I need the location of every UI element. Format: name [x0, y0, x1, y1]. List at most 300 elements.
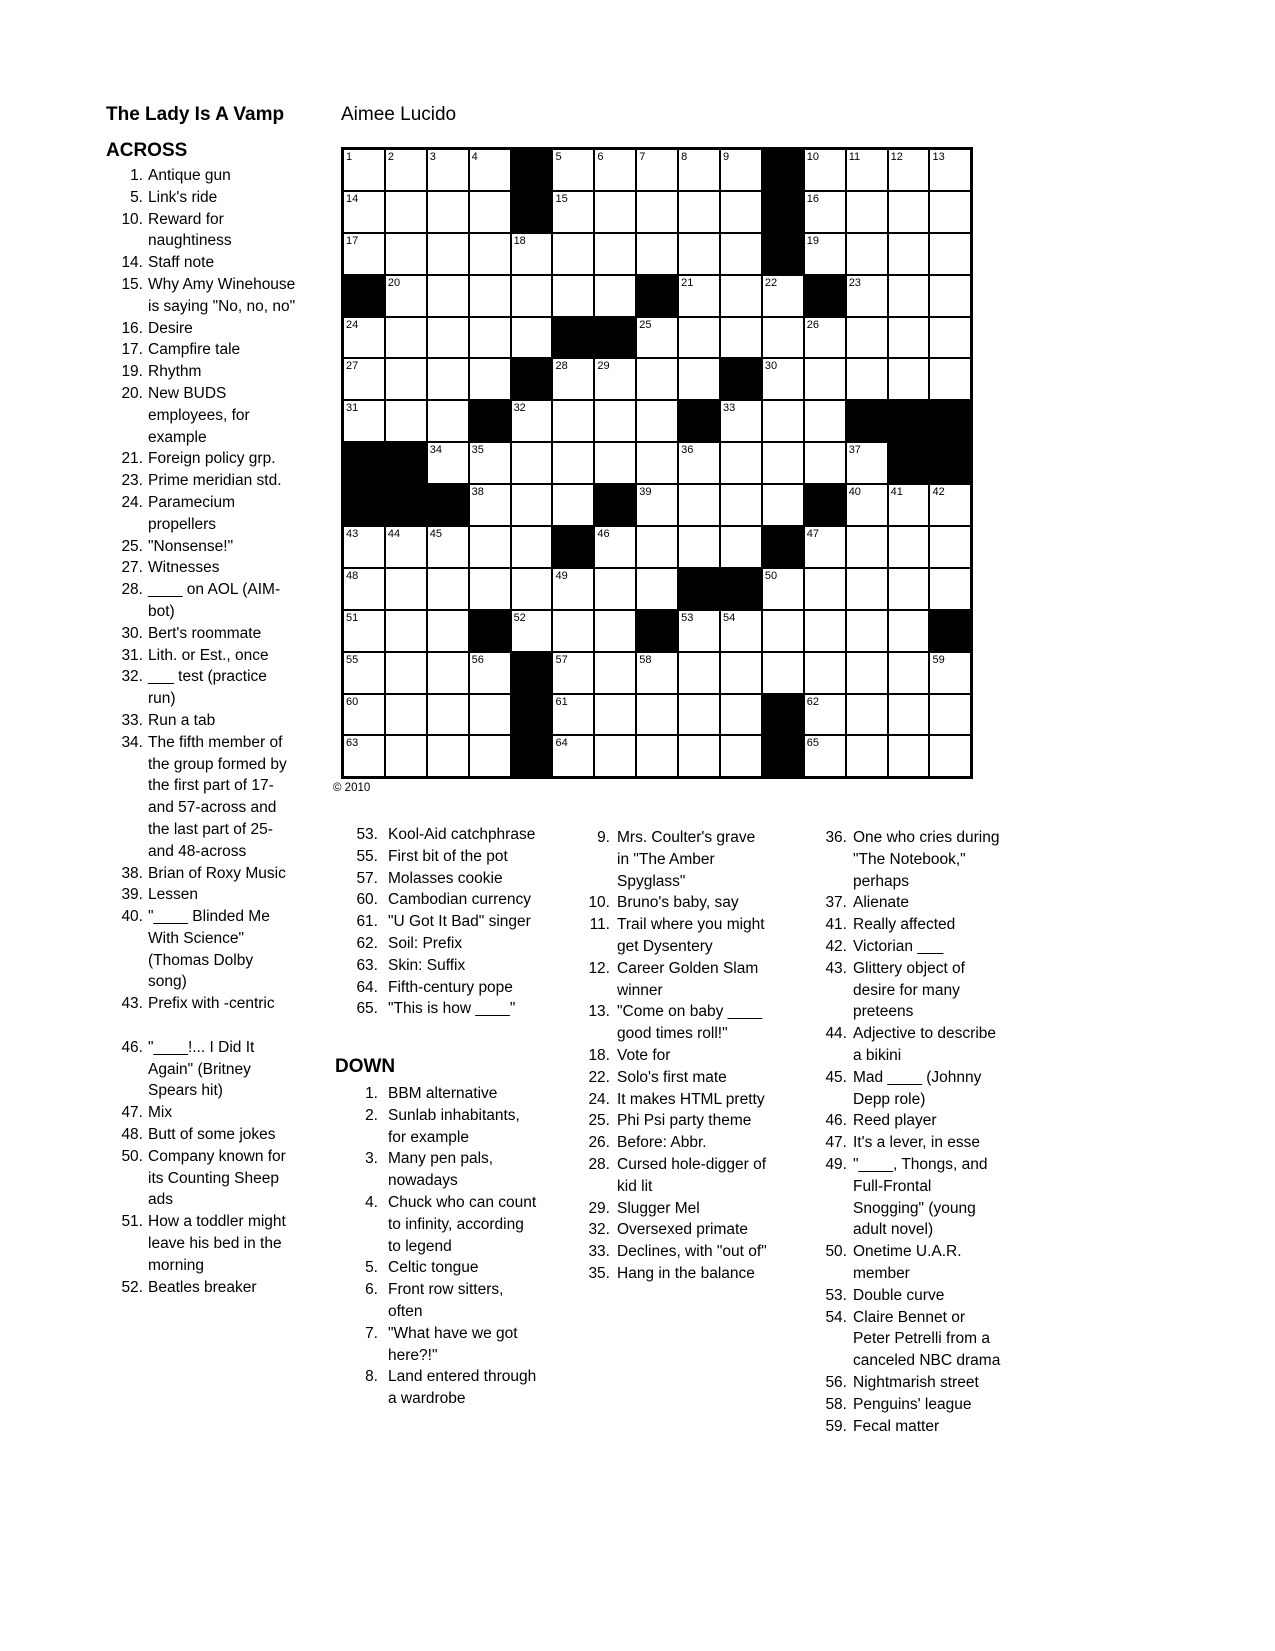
black-cell	[929, 610, 971, 652]
clue-item	[100, 383, 300, 448]
clue-number: 14.	[121, 254, 143, 272]
clue-text: One who cries during "The Notebook," perhaps	[853, 829, 1000, 890]
clue-text: Reed player	[853, 1112, 937, 1130]
cell-number: 40	[848, 486, 861, 499]
grid-cell	[469, 275, 511, 317]
grid-cell	[343, 610, 385, 652]
clue-number: 46.	[825, 1112, 847, 1130]
clue-text: Fifth-century pope	[388, 978, 513, 996]
clue-number: 45.	[825, 1068, 847, 1086]
clue-item	[558, 914, 767, 958]
grid-cell	[427, 191, 469, 233]
clue-text: Oversexed primate	[617, 1221, 748, 1239]
cell-number: 36	[681, 444, 694, 457]
grid-cell	[720, 275, 762, 317]
clue-item	[100, 252, 300, 274]
cell-number: 7	[639, 151, 646, 163]
across-clues-column-1	[100, 165, 300, 1298]
grid-cell	[929, 191, 971, 233]
clue-number: 59.	[825, 1417, 847, 1435]
clue-number: 23.	[121, 472, 143, 490]
clue-number: 40.	[121, 908, 143, 926]
clue-text: Cambodian currency	[388, 891, 532, 909]
down-clues-part-1	[335, 1083, 540, 1410]
clue-text: Glittery object of desire for many preteens	[853, 959, 965, 1021]
clue-item	[558, 1263, 767, 1285]
clue-number: 8.	[365, 1368, 378, 1386]
grid-cell	[385, 526, 427, 568]
across-section-label: ACROSS	[106, 140, 188, 161]
clue-number: 12.	[588, 959, 610, 977]
clue-item	[100, 666, 300, 710]
clue-number: 19.	[121, 363, 143, 381]
grid-cell	[846, 652, 888, 694]
black-cell	[511, 149, 553, 191]
clue-text: Staff note	[148, 254, 215, 272]
grid-cell	[720, 526, 762, 568]
grid-cell	[343, 568, 385, 610]
grid-cell	[427, 694, 469, 736]
grid-cell	[385, 275, 427, 317]
down-clues-column-4	[790, 827, 1005, 1437]
clue-text: Kool-Aid catchphrase	[388, 826, 536, 843]
clue-item	[335, 1323, 540, 1367]
black-cell	[594, 484, 636, 526]
clue-item	[100, 274, 300, 318]
grid-cell	[385, 735, 427, 777]
clue-number: 44.	[825, 1025, 847, 1043]
clue-item	[558, 1001, 767, 1045]
black-cell	[343, 484, 385, 526]
puzzle-author: Aimee Lucido	[341, 104, 457, 125]
clue-number: 7.	[365, 1324, 378, 1342]
grid-cell	[804, 149, 846, 191]
cell-number: 21	[681, 276, 694, 289]
cell-number: 55	[346, 653, 359, 666]
grid-cell	[511, 317, 553, 359]
grid-cell	[929, 526, 971, 568]
grid-cell	[469, 149, 511, 191]
clue-number: 46.	[121, 1038, 143, 1056]
across-clues-continued	[335, 824, 540, 1020]
clue-item	[790, 1132, 1005, 1154]
clue-text: Slugger Mel	[617, 1199, 700, 1217]
clue-item	[790, 1154, 1005, 1241]
grid-cell	[846, 484, 888, 526]
grid-cell	[929, 568, 971, 610]
clue-number: 16.	[121, 319, 143, 337]
grid-cell	[594, 275, 636, 317]
cell-number: 16	[806, 192, 820, 205]
clue-text: Phi Psi party theme	[617, 1112, 752, 1130]
clue-text: Double curve	[853, 1286, 945, 1304]
grid-cell	[594, 358, 636, 400]
grid-cell	[343, 694, 385, 736]
grid-cell	[594, 610, 636, 652]
down-clues-column-3	[558, 827, 767, 1285]
cell-number: 57	[555, 653, 568, 666]
grid-cell	[552, 568, 594, 610]
cell-number: 26	[806, 318, 820, 331]
clue-text: Really affected	[853, 916, 956, 934]
grid-cell	[846, 191, 888, 233]
clue-text: ___ test (practice run)	[148, 668, 267, 708]
clue-text: How a toddler might leave his bed in the morning	[148, 1213, 286, 1274]
grid-cell	[636, 484, 678, 526]
clue-text: Many pen pals, nowadays	[388, 1150, 494, 1190]
clue-number: 52.	[121, 1278, 143, 1296]
clue-text: Celtic tongue	[388, 1259, 479, 1277]
grid-cell	[720, 400, 762, 442]
grid-cell	[762, 484, 804, 526]
grid-cell	[888, 233, 930, 275]
clue-text: Penguins' league	[853, 1395, 972, 1413]
grid-cell	[385, 191, 427, 233]
black-cell	[720, 568, 762, 610]
grid-cell	[804, 191, 846, 233]
cell-number: 13	[932, 151, 945, 163]
grid-cell	[888, 735, 930, 777]
clue-number: 25.	[121, 537, 143, 555]
grid-cell	[594, 400, 636, 442]
clue-item	[790, 827, 1005, 892]
clue-number: 26.	[588, 1134, 610, 1152]
cell-number: 47	[806, 528, 820, 541]
clue-item	[558, 958, 767, 1002]
grid-cell	[888, 652, 930, 694]
grid-cell	[385, 652, 427, 694]
clue-item	[558, 1132, 767, 1154]
clue-number: 47.	[121, 1104, 143, 1122]
cell-number: 44	[387, 528, 401, 541]
grid-cell	[594, 652, 636, 694]
grid-cell	[427, 233, 469, 275]
cell-number: 38	[471, 486, 484, 499]
clue-number: 29.	[588, 1199, 610, 1217]
clue-item	[558, 1089, 767, 1111]
cell-number: 1	[346, 151, 353, 163]
grid-cell	[720, 317, 762, 359]
grid-cell	[469, 526, 511, 568]
cell-number: 28	[555, 360, 568, 373]
grid-cell	[636, 358, 678, 400]
grid-cell	[511, 400, 553, 442]
clue-item	[100, 993, 300, 1015]
clue-item	[100, 645, 300, 667]
grid-cell	[385, 610, 427, 652]
cell-number: 59	[932, 653, 945, 666]
clue-text: Land entered through a wardrobe	[388, 1368, 537, 1408]
clue-number: 10.	[121, 210, 143, 228]
cell-number: 19	[806, 234, 820, 247]
clue-item	[100, 1124, 300, 1146]
clue-number: 57.	[356, 869, 378, 887]
clue-text: Nightmarish street	[853, 1373, 979, 1391]
cell-number: 3	[429, 151, 436, 163]
grid-cell	[636, 233, 678, 275]
grid-cell	[552, 652, 594, 694]
black-cell	[678, 568, 720, 610]
clue-item	[558, 1154, 767, 1198]
grid-cell	[594, 568, 636, 610]
black-cell	[762, 233, 804, 275]
cell-number: 46	[597, 528, 610, 541]
down-section-label: DOWN	[335, 1056, 396, 1078]
clue-number: 38.	[121, 864, 143, 882]
cell-number: 29	[597, 360, 610, 373]
clue-text: Cursed hole-digger of kid lit	[617, 1155, 767, 1195]
grid-cell	[594, 191, 636, 233]
clue-item	[790, 1110, 1005, 1132]
clue-item	[100, 863, 300, 885]
grid-cell	[469, 694, 511, 736]
clues-column-2	[335, 824, 540, 1410]
grid-cell	[636, 191, 678, 233]
clue-number: 55.	[356, 847, 378, 865]
clue-text: Onetime U.A.R. member	[853, 1243, 962, 1282]
clue-number: 50.	[825, 1243, 847, 1261]
grid-cell	[511, 568, 553, 610]
black-cell	[762, 191, 804, 233]
grid-cell	[511, 275, 553, 317]
clue-item	[100, 1211, 300, 1276]
clue-item	[335, 1279, 540, 1323]
grid-cell	[804, 735, 846, 777]
clue-item	[100, 492, 300, 536]
grid-cell	[469, 191, 511, 233]
grid-cell	[888, 317, 930, 359]
grid-cell	[720, 610, 762, 652]
grid-cell	[929, 149, 971, 191]
cell-number: 33	[723, 402, 736, 415]
grid-cell	[552, 735, 594, 777]
grid-cell	[385, 233, 427, 275]
cell-number: 52	[513, 611, 526, 624]
clue-number: 53.	[356, 826, 378, 843]
clue-text: First bit of the pot	[388, 847, 508, 865]
cell-number: 32	[513, 402, 526, 415]
grid-cell	[762, 652, 804, 694]
clue-number: 1.	[130, 167, 143, 184]
cell-number: 27	[346, 360, 359, 373]
cell-number: 9	[723, 151, 730, 163]
clue-item	[100, 165, 300, 187]
black-cell	[804, 275, 846, 317]
grid-cell	[846, 149, 888, 191]
grid-cell	[678, 191, 720, 233]
grid-cell	[469, 442, 511, 484]
grid-cell	[511, 526, 553, 568]
clue-number: 53.	[825, 1286, 847, 1304]
cell-number: 58	[639, 653, 652, 666]
black-cell	[552, 317, 594, 359]
clue-number: 56.	[825, 1373, 847, 1391]
cell-number: 18	[513, 234, 526, 247]
grid-cell	[720, 484, 762, 526]
grid-cell	[552, 442, 594, 484]
clue-number: 33.	[588, 1243, 610, 1261]
grid-cell	[804, 526, 846, 568]
clue-text: Lessen	[148, 886, 198, 904]
grid-cell	[552, 233, 594, 275]
grid-cell	[720, 442, 762, 484]
clue-text: Brian of Roxy Music	[148, 864, 286, 882]
grid-cell	[636, 149, 678, 191]
clue-text: "____, Thongs, and Full-Frontal Snogging" (young adult novel)	[853, 1155, 988, 1239]
clue-number: 54.	[825, 1308, 847, 1326]
clue-text: Beatles breaker	[148, 1278, 257, 1296]
clue-text: Victorian ___	[853, 937, 944, 955]
clue-number: 10.	[588, 894, 610, 912]
grid-cell	[678, 694, 720, 736]
black-cell	[511, 191, 553, 233]
clue-item	[558, 1110, 767, 1132]
cell-number: 14	[346, 192, 359, 205]
grid-cell	[552, 358, 594, 400]
cell-number: 5	[555, 151, 562, 163]
clue-item	[100, 710, 300, 732]
clue-item	[335, 1105, 540, 1149]
black-cell	[929, 442, 971, 484]
grid-cell	[846, 317, 888, 359]
black-cell	[762, 694, 804, 736]
clue-number: 5.	[365, 1259, 378, 1277]
clue-text: "This is how ____"	[388, 1000, 516, 1018]
clue-number: 30.	[121, 624, 143, 642]
grid-cell	[594, 149, 636, 191]
grid-cell	[846, 358, 888, 400]
clue-item	[335, 1148, 540, 1192]
grid-cell	[343, 317, 385, 359]
clue-item	[100, 1037, 300, 1102]
clue-item	[100, 448, 300, 470]
grid-cell	[929, 484, 971, 526]
grid-cell	[552, 694, 594, 736]
clue-number: 3.	[365, 1150, 378, 1168]
grid-cell	[720, 233, 762, 275]
grid-cell	[804, 610, 846, 652]
clue-item	[335, 1366, 540, 1410]
black-cell	[511, 358, 553, 400]
cell-number: 8	[681, 151, 688, 163]
grid-cell	[804, 358, 846, 400]
clue-item	[100, 361, 300, 383]
black-cell	[469, 400, 511, 442]
grid-cell	[385, 568, 427, 610]
grid-cell	[427, 610, 469, 652]
black-cell	[888, 442, 930, 484]
cell-number: 17	[346, 234, 359, 247]
grid-cell	[888, 149, 930, 191]
clue-number: 15.	[121, 275, 143, 293]
cell-number: 43	[346, 528, 359, 541]
black-cell	[343, 442, 385, 484]
clue-number: 27.	[121, 559, 143, 577]
clue-text: Before: Abbr.	[617, 1134, 707, 1152]
grid-cell	[552, 149, 594, 191]
grid-cell	[720, 652, 762, 694]
grid-cell	[427, 568, 469, 610]
cell-number: 2	[387, 151, 395, 163]
clue-text: "____!... I Did It Again" (Britney Spears hit)	[148, 1038, 255, 1100]
grid-cell	[427, 400, 469, 442]
clue-text: "U Got It Bad" singer	[388, 913, 531, 931]
clue-text: "Come on baby ____ good times roll!"	[617, 1003, 763, 1043]
black-cell	[385, 484, 427, 526]
grid-cell	[846, 526, 888, 568]
clue-number: 35.	[588, 1264, 610, 1282]
clue-number: 24.	[121, 493, 143, 511]
grid-cell	[594, 442, 636, 484]
clue-text: Vote for	[617, 1046, 671, 1064]
grid-cell	[594, 735, 636, 777]
clue-number: 32.	[588, 1221, 610, 1239]
clue-item	[558, 827, 767, 892]
clue-text: Antique gun	[148, 167, 231, 184]
grid-cell	[343, 400, 385, 442]
clue-text: Bert's roommate	[148, 624, 262, 642]
cell-number: 22	[764, 276, 778, 289]
grid-cell	[929, 233, 971, 275]
clue-text: Witnesses	[148, 559, 220, 577]
clue-text: Sunlab inhabitants, for example	[388, 1106, 520, 1146]
grid-cell	[762, 400, 804, 442]
clue-text: Lith. or Est., once	[148, 646, 269, 664]
grid-cell	[846, 610, 888, 652]
clue-number: 25.	[588, 1112, 610, 1130]
clue-text: Alienate	[853, 894, 910, 912]
grid-cell	[678, 484, 720, 526]
grid-cell	[594, 694, 636, 736]
grid-cell	[343, 233, 385, 275]
clue-text: Chuck who can count to infinity, according to legend	[388, 1193, 537, 1255]
clue-number: 48.	[121, 1126, 143, 1144]
grid-cell	[888, 275, 930, 317]
black-cell	[636, 610, 678, 652]
clue-item	[100, 579, 300, 623]
grid-cell	[427, 442, 469, 484]
grid-cell	[846, 275, 888, 317]
grid-cell	[636, 694, 678, 736]
cell-number: 24	[346, 318, 359, 331]
grid-cell	[469, 735, 511, 777]
clue-text: Career Golden Slam winner	[617, 959, 759, 999]
grid-cell	[343, 149, 385, 191]
black-cell	[720, 358, 762, 400]
clue-text: Why Amy Winehouse is saying "No, no, no"	[148, 275, 296, 315]
clue-text: Bruno's baby, say	[617, 894, 739, 912]
grid-cell	[846, 233, 888, 275]
clue-number: 39.	[121, 886, 143, 904]
grid-cell	[888, 526, 930, 568]
grid-cell	[427, 526, 469, 568]
clue-text: Claire Bennet or Peter Petrelli from a canceled NBC drama	[853, 1308, 1001, 1370]
grid-cell	[343, 191, 385, 233]
grid-cell	[678, 233, 720, 275]
grid-cell	[552, 275, 594, 317]
clue-item	[100, 884, 300, 906]
clue-number: 50.	[121, 1147, 143, 1165]
cell-number: 34	[429, 444, 443, 457]
grid-cell	[678, 149, 720, 191]
cell-number: 10	[806, 151, 820, 163]
clue-item	[790, 936, 1005, 958]
puzzle-title: The Lady Is A Vamp	[106, 104, 285, 125]
clue-text: ____ on AOL (AIM-bot)	[148, 581, 281, 620]
grid-cell	[511, 484, 553, 526]
grid-cell	[427, 735, 469, 777]
grid-cell	[385, 317, 427, 359]
